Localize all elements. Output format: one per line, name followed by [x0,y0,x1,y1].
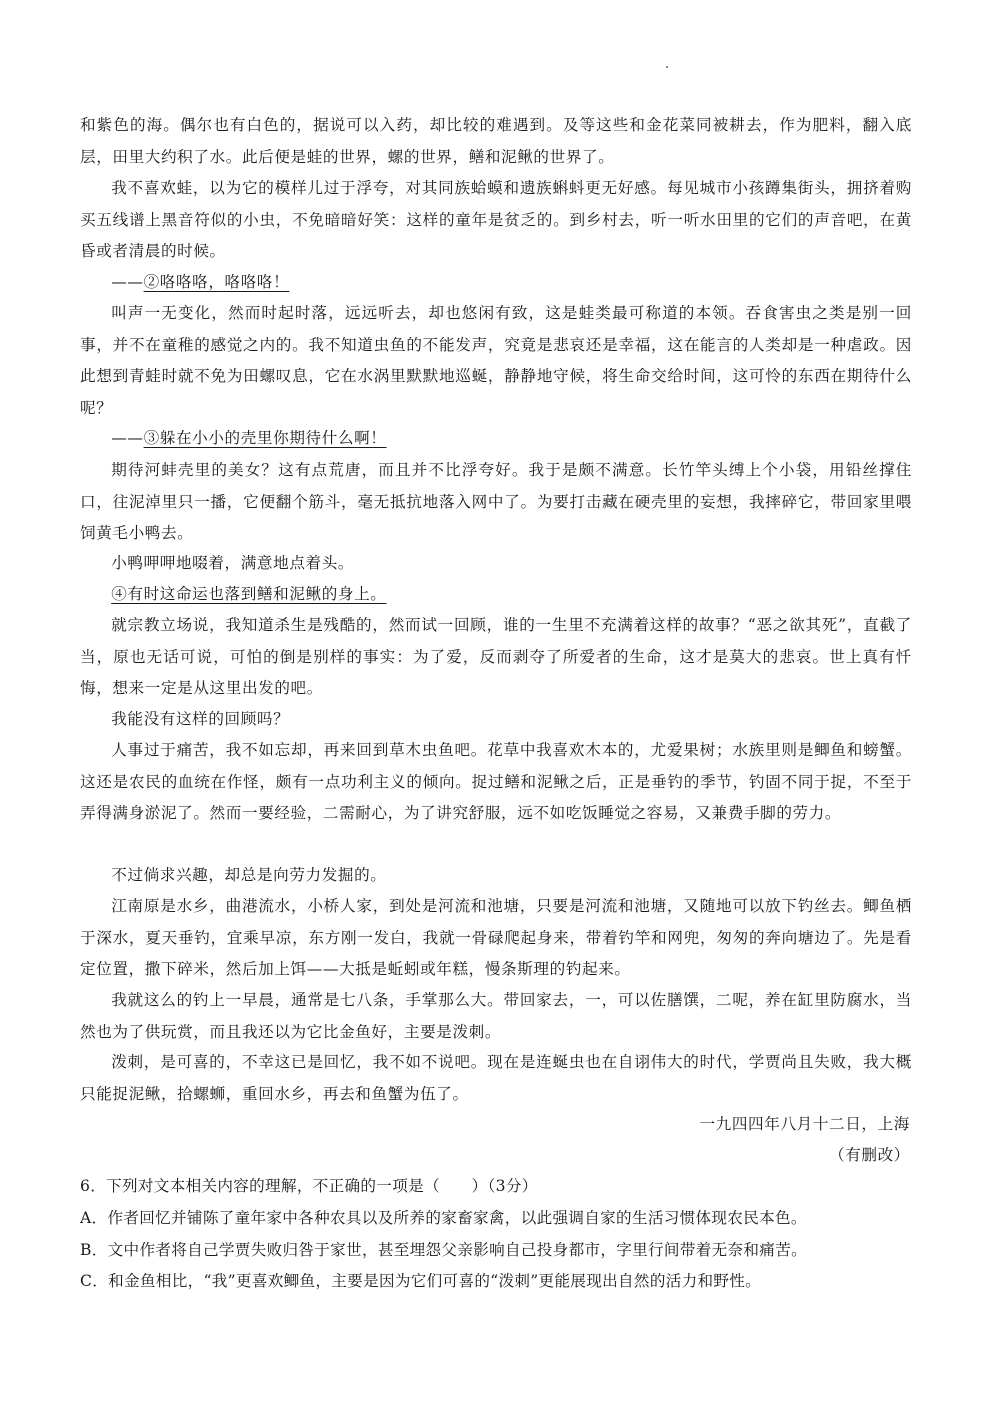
passage-paragraph-8 [80,579,912,611]
passage-paragraph-15: 泼刺，是可喜的，不幸这已是回忆，我不如不说吧。现在是连蜒虫也在自诩伟大的时代，学贾尚且失败，我大概只能捉泥鳅，拾螺蛳，重回水乡，再去和鱼蟹为伍了。 [80,1053,912,1103]
passage-paragraph-13: 江南原是水乡，曲港流水，小桥人家，到处是河流和池塘，只要是河流和池塘，又随地可以放下钓丝去。鲫鱼栖于深水，夏天垂钓，宜乘早凉，东方刚一发白，我就一骨碌爬起身来，带着钓竿和网兜，匆匆的奔向塘边了。先是看定位置，撒下碎米，然后加上饵——大抵是蚯蚓或年糕，慢条斯理的钓起来。 [80,897,912,978]
passage-paragraph-9: 就宗教立场说，我知道杀生是残酷的，然而试一回顾，谁的一生里不充满着这样的故事？“恶之欲其死”，直截了当，原也无话可说，可怕的倒是别样的事实：为了爱，反而剥夺了所爱者的生命，这才是莫大的悲哀。世上真有忏悔，想来一定是从这里出发的吧。 [80,616,912,697]
passage-paragraph-5 [80,423,912,455]
option-c: C．和金鱼相比，“我”更喜欢鲫鱼，主要是因为它们可喜的“泼刺”更能展现出自然的活力和野性。 [80,1272,762,1290]
underlined-sentence-2: ②咯咯咯，咯咯咯！ [143,273,290,291]
passage-note: （有删改） [829,1146,910,1164]
dash-prefix: —— [111,429,144,447]
scan-dot [666,66,668,68]
option-b: B．文中作者将自己学贾失败归咎于家世，甚至埋怨父亲影响自己投身都市，字里行间带着无奈和痛苦。 [80,1241,807,1259]
passage-paragraph-11: 人事过于痛苦，我不如忘却，再来回到草木虫鱼吧。花草中我喜欢木本的，尤爱果树；水族里则是鲫鱼和螃蟹。这还是农民的血统在作怪，颇有一点功利主义的倾向。捉过鳝和泥鳅之后，正是垂钓的季节，钓固不同于捉，不至于弄得满身淤泥了。然而一要经验，二需耐心，为了讲究舒服，远不如吃饭睡觉之容易，又兼费手脚的劳力。 [80,741,912,822]
option-a: A．作者回忆并铺陈了童年家中各种农具以及所养的家畜家禽，以此强调自家的生活习惯体现农民本色。 [80,1209,807,1227]
passage-date: 一九四四年八月十二日，上海 [699,1115,910,1133]
passage-paragraph-6: 期待河蚌壳里的美女？这有点荒唐，而且并不比浮夸好。我于是颇不满意。长竹竿头缚上个小袋，用铅丝撑住口，往泥淖里只一播，它便翻个筋斗，毫无抵抗地落入网中了。为要打击藏在硬壳里的妄想，我摔碎它，带回家里喂饲黄毛小鸭去。 [80,461,912,542]
passage-paragraph-3 [80,267,912,299]
passage-paragraph-4: 叫声一无变化，然而时起时落，远远听去，却也悠闲有致，这是蛙类最可称道的本领。吞食害虫之类是别一回事，并不在童稚的感觉之内的。我不知道虫鱼的不能发声，究竟是悲哀还是幸福，这在能言的人类却是一种虐政。因此想到青蛙时就不免为田螺叹息，它在水涡里默默地巡蜒，静静地守候，将生命交给时间，这可怜的东西在期待什么呢？ [80,304,912,417]
passage-paragraph-1: 和紫色的海。偶尔也有白色的，据说可以入药，却比较的难遇到。及等这些和金花菜同被耕去，作为肥料，翻入底层，田里大约积了水。此后便是蛙的世界，螺的世界，鳝和泥鳅的世界了。 [80,116,912,166]
dash-prefix: —— [111,273,144,291]
passage-paragraph-12: 不过倘求兴趣，却总是向劳力发掘的。 [111,866,387,884]
underlined-sentence-4: ④有时这命运也落到鳝和泥鳅的身上。 [111,585,387,603]
question-stem: 6．下列对文本相关内容的理解，不正确的一项是（ ）（3分） [80,1177,538,1195]
passage-paragraph-10: 我能没有这样的回顾吗？ [111,710,290,728]
passage-paragraph-7: 小鸭呷呷地啜着，满意地点着头。 [111,554,355,572]
passage-paragraph-14: 我就这么的钓上一早晨，通常是七八条，手掌那么大。带回家去，一，可以佐膳馔，二呢，养在缸里防腐水，当然也为了供玩赏，而且我还以为它比金鱼好，主要是泼刺。 [80,991,912,1041]
underlined-sentence-3: ③躲在小小的壳里你期待什么啊！ [143,429,387,447]
passage-paragraph-2: 我不喜欢蛙，以为它的模样儿过于浮夸，对其同族蛤蟆和遗族蝌蚪更无好感。每见城市小孩蹲集街头，拥挤着购买五线谱上黑音符似的小虫，不免暗暗好笑：这样的童年是贫乏的。到乡村去，听一听水田里的它们的声音吧，在黄昏或者清晨的时候。 [80,179,912,260]
